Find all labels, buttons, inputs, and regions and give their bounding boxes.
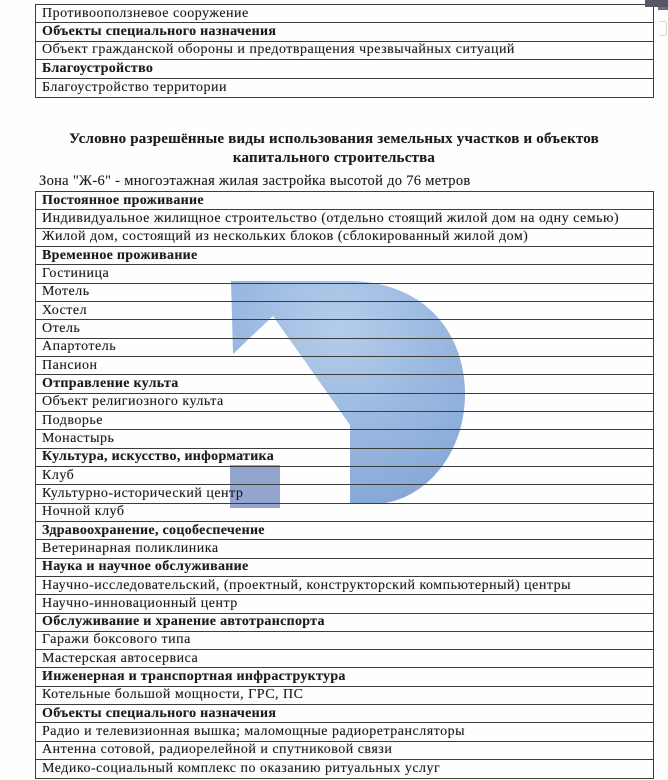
row-label: Монастырь: [42, 430, 115, 446]
table-row: [36, 23, 653, 41]
table-row: [36, 412, 653, 430]
zone-caption: Зона "Ж-6" - многоэтажная жилая застройка высотой до 76 метров: [39, 172, 471, 189]
table-row: [36, 357, 653, 375]
row-label: Ночной клуб: [42, 504, 125, 520]
row-label: Объекты специального назначения: [42, 24, 277, 40]
row-label: Гаражи боксового типа: [42, 632, 191, 648]
table-row: [36, 595, 653, 613]
table-row: [36, 522, 653, 540]
table-row: [36, 723, 653, 741]
table-row: [36, 632, 653, 650]
row-label: Ветеринарная поликлиника: [42, 540, 219, 556]
permitted-uses-table-fragment: [35, 4, 654, 98]
table-row: [36, 705, 653, 723]
table-row: [36, 247, 653, 265]
table-row: [36, 540, 653, 558]
row-label: Постоянное проживание: [42, 192, 204, 208]
row-label: Котельные большой мощности, ГРС, ПС: [42, 687, 304, 703]
row-label: Радио и телевизионная вышка; маломощные радиоретрансляторы: [42, 724, 465, 740]
row-label: Хостел: [42, 302, 88, 318]
row-label: Культура, искусство, информатика: [42, 449, 275, 465]
row-label: Обслуживание и хранение автотранспорта: [42, 614, 325, 630]
row-label: Наука и научное обслуживание: [42, 559, 249, 575]
table-row: [36, 760, 653, 778]
table-row: [36, 687, 653, 705]
row-label: Объект гражданской обороны и предотвращения чрезвычайных ситуаций: [42, 42, 515, 58]
row-label: Подворье: [42, 412, 103, 428]
section-title-line2: капитального строительства: [232, 149, 436, 166]
table-row: [36, 192, 653, 210]
row-label: Медико-социальный комплекс по оказанию ритуальных услуг: [42, 761, 441, 777]
table-row: [36, 42, 653, 60]
document-content: [0, 4, 668, 779]
row-label: Научно-инновационный центр: [42, 595, 238, 611]
table-row: [36, 614, 653, 632]
row-label: Благоустройство территории: [42, 79, 227, 95]
row-label: Объекты специального назначения: [42, 705, 277, 721]
table-row: [36, 60, 653, 78]
section-title: [0, 130, 668, 168]
row-label: Отель: [42, 320, 81, 336]
table-row: [36, 577, 653, 595]
table-row: [36, 339, 653, 357]
row-label: Научно-исследовательский, (проектный, конструкторский компьютерный) центры: [42, 577, 572, 593]
table-row: [36, 284, 653, 302]
table-row: [36, 265, 653, 283]
table-row: [36, 394, 653, 412]
table-row: [36, 302, 653, 320]
row-label: Мастерская автосервиса: [42, 650, 199, 666]
table-row: [36, 467, 653, 485]
row-label: Жилой дом, состоящий из нескольких блоков (сблокированный жилой дом): [42, 229, 529, 245]
table-row: [36, 5, 653, 23]
table-row: [36, 449, 653, 467]
row-label: Апартотель: [42, 339, 117, 355]
table-row: [36, 320, 653, 338]
table-row: [36, 430, 653, 448]
row-label: Инженерная и транспортная инфраструктура: [42, 669, 346, 685]
scan-artifact-corner: [645, 0, 668, 7]
row-label: Временное проживание: [42, 247, 198, 263]
row-label: Мотель: [42, 284, 90, 300]
table-row: [36, 668, 653, 686]
row-label: Здравоохранение, соцобеспечение: [42, 522, 265, 538]
row-label: Отправление культа: [42, 375, 179, 391]
row-label: Антенна сотовой, радиорелейной и спутниковой связи: [42, 742, 393, 758]
conditionally-permitted-uses-table: [35, 191, 654, 780]
table-row: [36, 229, 653, 247]
table-row: [36, 79, 653, 97]
section-title-line1: Условно разрешённые виды использования земельных участков и объектов: [69, 130, 599, 147]
scan-artifact-bracket: [659, 21, 667, 36]
row-label: Противооползневое сооружение: [42, 5, 249, 21]
row-label: Клуб: [42, 467, 75, 483]
row-label: Гостиница: [42, 265, 110, 281]
row-label: Индивидуальное жилищное строительство (отдельно стоящий жилой дом на одну семью): [42, 210, 620, 226]
row-label: Объект религиозного культа: [42, 394, 224, 410]
table-row: [36, 650, 653, 668]
row-label: Благоустройство: [42, 60, 154, 76]
table-row: [36, 375, 653, 393]
table-row: [36, 504, 653, 522]
table-row: [36, 742, 653, 760]
table-row: [36, 559, 653, 577]
row-label: Пансион: [42, 357, 98, 373]
row-label: Культурно-исторический центр: [42, 485, 244, 501]
table-row: [36, 210, 653, 228]
table-row: [36, 485, 653, 503]
